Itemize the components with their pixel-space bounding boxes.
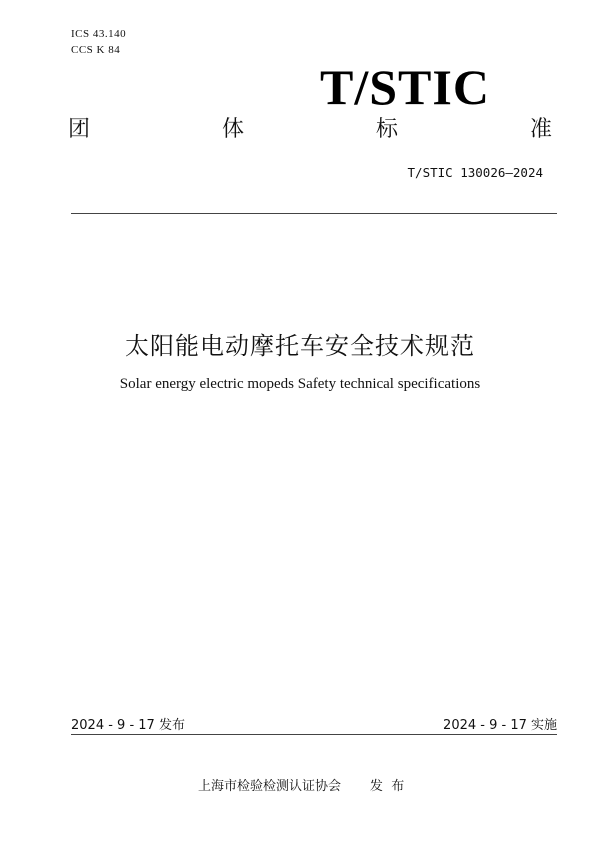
category-char: 准 <box>529 117 552 142</box>
category-char: 标 <box>375 117 398 142</box>
footer-divider <box>71 734 557 735</box>
category-char: 体 <box>221 117 244 142</box>
ics-code: ICS 43.140 <box>71 28 127 40</box>
publisher <box>198 775 404 794</box>
ccs-code: CCS K 84 <box>71 44 121 56</box>
document-title-chinese: 太阳能电动摩托车安全技术规范 <box>125 332 475 360</box>
standard-category <box>68 116 552 144</box>
publish-date: 2024 - 9 - 17 发布 <box>71 718 185 733</box>
standard-number: T/STIC 130026—2024 <box>407 165 543 180</box>
document-title-english: Solar energy electric mopeds Safety technical specifications <box>119 376 481 392</box>
publisher-text: 上海市检验检测认证协会 发 布 <box>198 779 405 794</box>
header-divider <box>71 213 557 214</box>
implement-date: 2024 - 9 - 17 实施 <box>443 718 557 733</box>
category-char: 团 <box>68 117 91 142</box>
standard-brand-logo: T/STIC <box>320 59 490 115</box>
